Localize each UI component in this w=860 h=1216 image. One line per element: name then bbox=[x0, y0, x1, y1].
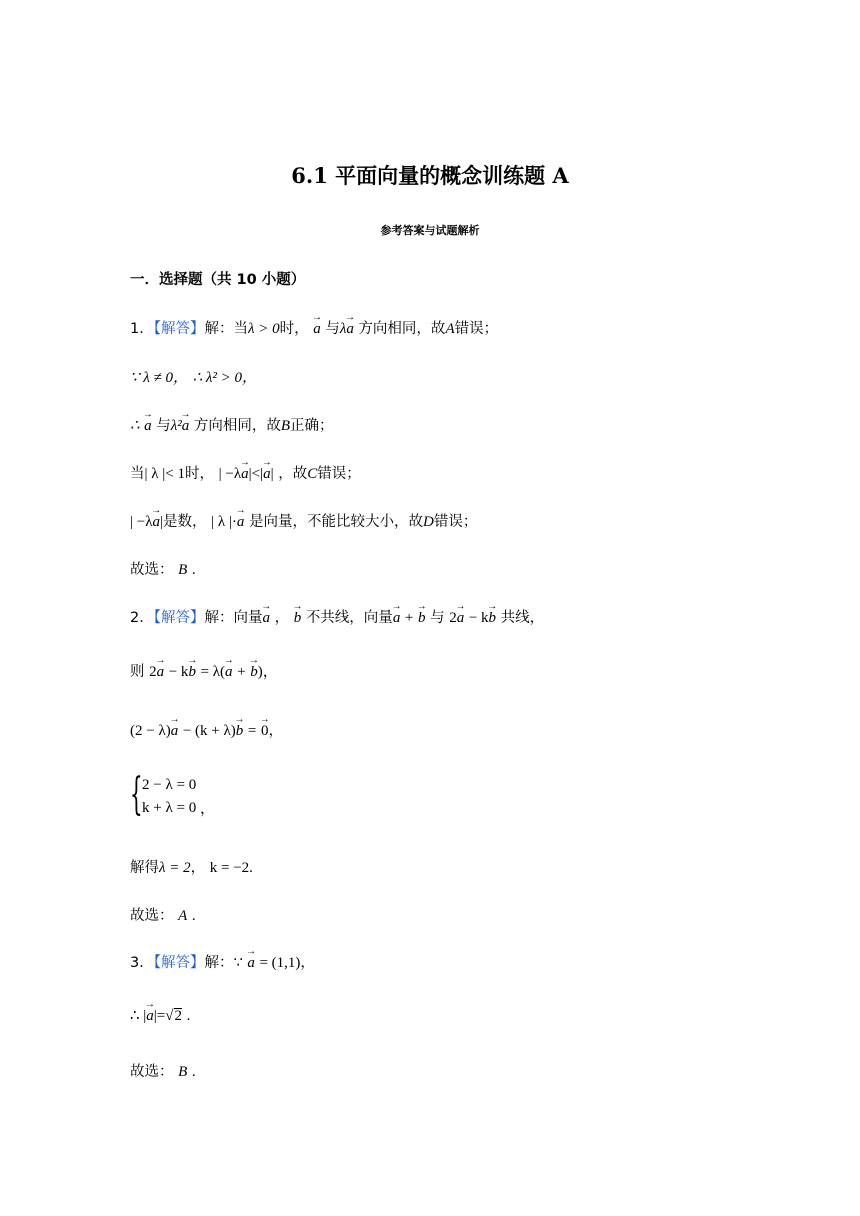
q1-math: | bbox=[160, 514, 164, 530]
vector-a: → a bbox=[393, 610, 401, 627]
system-comma: ， bbox=[200, 801, 216, 817]
q2-math: (2 − λ) bbox=[130, 723, 171, 739]
q2-number: 2． bbox=[130, 610, 154, 626]
q1-math: | −λ bbox=[130, 514, 153, 530]
option-letter: A bbox=[445, 321, 455, 337]
q1-math: λ² bbox=[170, 418, 182, 434]
vector-a: → a bbox=[241, 466, 249, 483]
system-row-1: 2 − λ = 0 bbox=[142, 777, 197, 793]
q2-text: ， bbox=[268, 723, 283, 739]
q2-math: − k bbox=[468, 610, 489, 626]
q1-text: 错误； bbox=[317, 466, 361, 482]
q2-math: . bbox=[249, 860, 253, 876]
q2-math: k = −2 bbox=[209, 860, 250, 876]
q1-math: ∴ bbox=[130, 418, 140, 434]
q2-text: 与 bbox=[430, 610, 445, 626]
q1-text: 方向相同，故 bbox=[193, 418, 281, 434]
q1-math: |<| bbox=[248, 466, 264, 482]
q2-line-3 bbox=[130, 719, 283, 740]
q1-math: λ bbox=[339, 321, 347, 337]
vector-a: → a bbox=[247, 955, 255, 972]
vector-a: → a bbox=[157, 664, 165, 681]
vector-b: → b bbox=[489, 610, 497, 627]
q2-math: = λ( bbox=[200, 664, 226, 680]
page-title: 6.1 平面向量的概念训练题 A bbox=[291, 163, 569, 188]
q2-math: + bbox=[237, 664, 246, 680]
q1-line-3 bbox=[130, 414, 334, 435]
q3-math: . bbox=[186, 1008, 191, 1024]
q3-text: ， bbox=[300, 955, 315, 971]
q1-answer bbox=[130, 558, 196, 579]
q2-period: . bbox=[191, 908, 196, 924]
q2-math: = bbox=[247, 723, 257, 739]
vector-a: → a bbox=[225, 664, 233, 681]
vector-a: → a bbox=[146, 1008, 154, 1025]
vector-a: → a bbox=[153, 514, 161, 531]
option-letter: D bbox=[423, 514, 434, 530]
vector-a: → a bbox=[171, 723, 179, 740]
vector-b: → b bbox=[294, 610, 302, 627]
q3-number: 3． bbox=[130, 955, 154, 971]
q3-math: ∴ | bbox=[130, 1008, 147, 1024]
q2-math: − (k + λ) bbox=[182, 723, 236, 739]
sqrt-radicand: 2 bbox=[174, 1008, 182, 1024]
q1-text: 错误； bbox=[433, 514, 478, 530]
q3-math: |= bbox=[153, 1008, 166, 1024]
q1-math: ∵ λ ≠ 0， bbox=[130, 370, 189, 386]
vector-a: → a bbox=[262, 610, 270, 627]
vector-b: → b bbox=[188, 664, 196, 681]
q3-period: . bbox=[191, 1064, 196, 1080]
page-subtitle: 参考答案与试题解析 bbox=[380, 224, 480, 237]
q1-line-2 bbox=[130, 366, 257, 387]
q2-text: 不共线，向量 bbox=[305, 610, 393, 626]
vector-b: → b bbox=[236, 723, 244, 740]
choice-letter: B bbox=[178, 1064, 188, 1080]
q2-text: 则 bbox=[130, 664, 145, 680]
vector-a: → a bbox=[144, 418, 152, 435]
q1-text: 是向量，不能比较大小，故 bbox=[249, 514, 424, 530]
vector-a: → a bbox=[313, 321, 321, 338]
q2-line-4 bbox=[130, 856, 253, 877]
q2-math: 2 bbox=[449, 610, 457, 626]
system-row-2: k + λ = 0 bbox=[142, 800, 197, 816]
vector-b: → b bbox=[250, 664, 258, 681]
q3-line-2 bbox=[130, 1006, 190, 1025]
q2-text: 解：向量 bbox=[204, 610, 263, 626]
brace-icon: { bbox=[130, 769, 143, 820]
q2-text: 共线， bbox=[500, 610, 545, 626]
section-heading: 一．选择题（共 10 小题） bbox=[130, 272, 306, 288]
vector-a: → a bbox=[237, 514, 245, 531]
q1-period: . bbox=[191, 562, 196, 578]
q2-text: ， bbox=[274, 610, 290, 626]
q2-math: + bbox=[404, 610, 414, 626]
q1-text: 解：当 bbox=[204, 321, 248, 337]
choice-letter: A bbox=[178, 908, 188, 924]
q1-math: | λ |· bbox=[211, 514, 237, 530]
choice-label: 故选： bbox=[130, 562, 174, 578]
q1-math: ∴ λ² > 0， bbox=[192, 370, 258, 386]
q2-text: ， bbox=[190, 860, 206, 876]
q1-math: | −λ bbox=[218, 466, 242, 482]
q1-text: 当 bbox=[130, 466, 145, 482]
q1-line-1 bbox=[130, 317, 498, 338]
q1-line-4 bbox=[130, 462, 361, 483]
q2-answer-tag: 【解答】 bbox=[153, 610, 205, 626]
q1-text: 方向相同，故 bbox=[358, 321, 446, 337]
q1-text: 与 bbox=[156, 418, 171, 434]
q3-line-1 bbox=[130, 951, 315, 972]
choice-letter: B bbox=[178, 562, 188, 578]
sqrt-icon: √ bbox=[165, 1008, 174, 1024]
q2-answer bbox=[130, 904, 196, 925]
choice-label: 故选： bbox=[130, 908, 174, 924]
q1-line-5 bbox=[130, 510, 477, 531]
vector-a: → a bbox=[263, 466, 271, 483]
option-letter: C bbox=[307, 466, 318, 482]
q1-text: 时， bbox=[279, 321, 309, 337]
q1-text: 时， bbox=[185, 466, 214, 482]
vector-a: → a bbox=[457, 610, 465, 627]
q1-text: 错误； bbox=[454, 321, 499, 337]
vector-a: → a bbox=[346, 321, 354, 338]
q2-math: λ = 2 bbox=[159, 860, 191, 876]
q2-math: 2 bbox=[149, 664, 157, 680]
q3-answer bbox=[130, 1060, 196, 1081]
q3-math: = (1,1) bbox=[259, 955, 301, 971]
q1-text: 与 bbox=[325, 321, 340, 337]
q1-text: ，故 bbox=[278, 466, 308, 482]
vector-b: → b bbox=[418, 610, 426, 627]
q3-text: 解：∵ bbox=[204, 955, 243, 971]
q1-math: | λ |< 1 bbox=[144, 466, 185, 482]
q2-math: )， bbox=[257, 664, 278, 680]
choice-label: 故选： bbox=[130, 1064, 174, 1080]
q2-text: 解得 bbox=[130, 860, 159, 876]
q1-answer-tag: 【解答】 bbox=[153, 321, 205, 337]
q1-number: 1． bbox=[130, 321, 154, 337]
option-letter: B bbox=[280, 418, 291, 434]
q2-line-2 bbox=[130, 660, 278, 681]
zero-vector: → 0 bbox=[261, 723, 269, 740]
q1-text: 正确； bbox=[290, 418, 334, 434]
q3-answer-tag: 【解答】 bbox=[153, 955, 205, 971]
q1-math: | bbox=[270, 466, 274, 482]
q2-line-1 bbox=[130, 606, 544, 627]
q1-math: λ > 0 bbox=[247, 321, 280, 337]
q1-text: 是数， bbox=[163, 514, 207, 530]
q2-math: − k bbox=[168, 664, 189, 680]
vector-a: → a bbox=[182, 418, 190, 435]
